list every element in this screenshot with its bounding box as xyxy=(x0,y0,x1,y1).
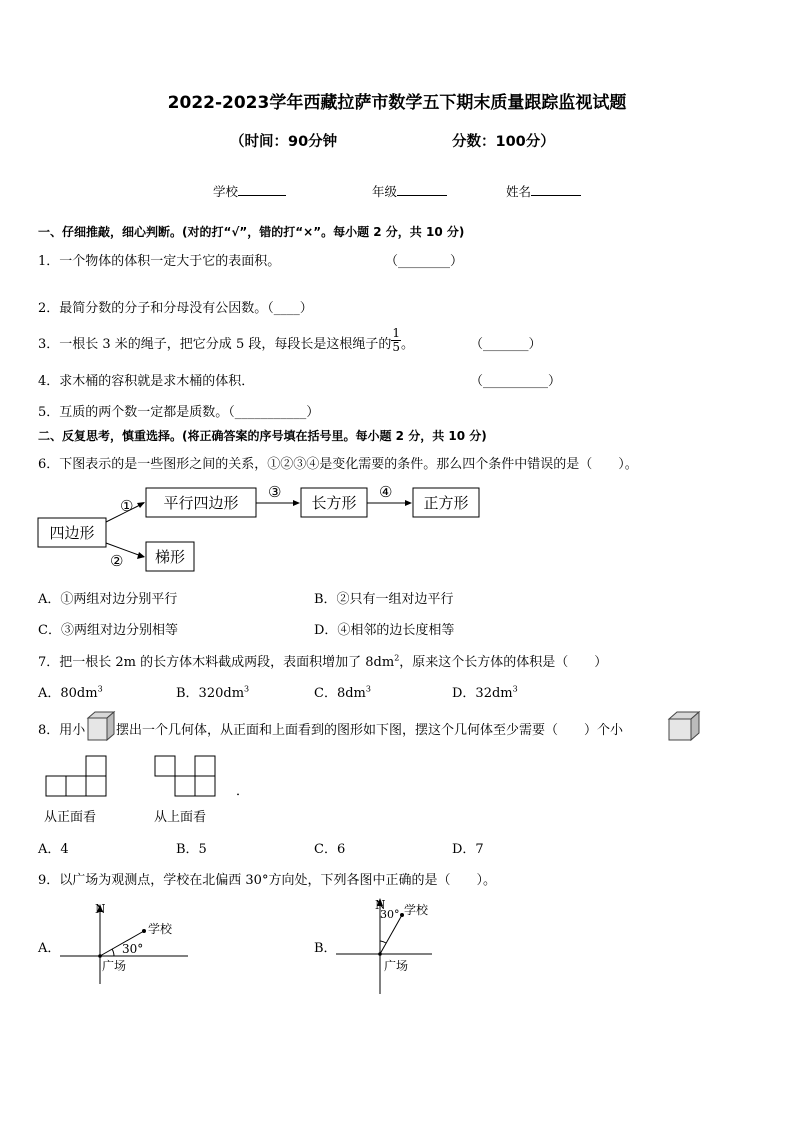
plaza-label: 广场 xyxy=(384,959,409,973)
cube-icon xyxy=(86,710,116,742)
question-3-tail: 。 xyxy=(400,337,414,352)
option-sup: 3 xyxy=(244,684,250,694)
direction-diagram-a xyxy=(58,898,198,988)
option-text: A．80dm xyxy=(38,686,98,701)
school-label: 学校 xyxy=(404,903,429,917)
question-6-option-c[interactable]: C．③两组对边分别相等 xyxy=(38,623,178,638)
grade-field xyxy=(372,182,447,200)
question-8-option-b[interactable]: B．5 xyxy=(176,842,207,857)
rectangle-label: 长方形 xyxy=(311,494,357,512)
question-8-option-c[interactable]: C．6 xyxy=(314,842,346,857)
option-sup: 3 xyxy=(512,684,518,694)
question-7-option-c[interactable] xyxy=(314,682,371,701)
option-sup: 3 xyxy=(97,684,103,694)
option-text: D．32dm xyxy=(452,686,513,701)
angle-label: 30° xyxy=(380,908,400,921)
section1-heading: 一、仔细推敲，细心判断。(对的打“√”，错的打“×”。每小题 2 分，共 10 分) xyxy=(38,225,465,239)
condition-4-label: ④ xyxy=(379,483,393,501)
trapezoid-label: 梯形 xyxy=(154,548,186,566)
question-3-text: 3．一根长 3 米的绳子，把它分成 5 段，每段长是这根绳子的 xyxy=(38,337,392,352)
question-4-blank[interactable]: （__________） xyxy=(470,374,562,389)
question-8-option-d[interactable]: D．7 xyxy=(452,842,484,857)
north-label: N xyxy=(95,902,106,916)
top-view-label: 从上面看 xyxy=(154,810,207,825)
question-8-text-a: 8．用小 xyxy=(38,723,86,738)
condition-3-label: ③ xyxy=(268,483,282,501)
question-9: 9．以广场为观测点，学校在北偏西 30°方向处，下列各图中正确的是（ ）。 xyxy=(38,873,496,888)
front-view-figure xyxy=(44,754,114,800)
school-label: 学校 xyxy=(213,184,239,199)
question-5: 5．互质的两个数一定都是质数。（___________） xyxy=(38,405,320,420)
name-blank[interactable] xyxy=(531,182,581,196)
question-7-option-d[interactable] xyxy=(452,682,518,701)
direction-diagram-b xyxy=(334,896,474,998)
question-4: 4．求木桶的容积就是求木桶的体积． xyxy=(38,374,255,389)
question-9-option-a[interactable]: A． xyxy=(38,941,61,956)
question-1-blank[interactable]: （________） xyxy=(385,254,464,269)
question-7-sup: 2 xyxy=(394,653,400,663)
question-8-option-a[interactable]: A．4 xyxy=(38,842,69,857)
school-blank[interactable] xyxy=(238,182,286,196)
score-label: 分数：100分） xyxy=(452,134,555,150)
question-7-option-b[interactable] xyxy=(176,682,249,701)
time-label: （时间：90分钟 xyxy=(230,134,338,150)
question-9-option-b[interactable]: B． xyxy=(314,941,337,956)
question-7-option-a[interactable] xyxy=(38,682,103,701)
condition-1-label: ① xyxy=(120,497,134,515)
school-field xyxy=(213,182,286,200)
shape-relation-diagram xyxy=(36,480,496,580)
fraction-denominator: 5 xyxy=(392,340,400,354)
question-7-text-b: ，原来这个长方体的体积是（ ） xyxy=(399,655,608,670)
name-label: 姓名 xyxy=(506,184,532,199)
grade-label: 年级 xyxy=(372,184,398,199)
condition-2-label: ② xyxy=(110,552,124,570)
school-label: 学校 xyxy=(148,922,173,936)
question-1: 1．一个物体的体积一定大于它的表面积。 xyxy=(38,254,281,269)
section2-heading: 二、反复思考，慎重选择。(将正确答案的序号填在括号里。每小题 2 分，共 10 分) xyxy=(38,429,487,443)
quad-label: 四边形 xyxy=(49,524,95,542)
square-label: 正方形 xyxy=(423,494,469,512)
option-text: B．320dm xyxy=(176,686,245,701)
question-3-blank[interactable]: （_______） xyxy=(470,337,542,352)
name-field xyxy=(506,182,581,200)
question-8-text-b: 摆出一个几何体，从正面和上面看到的图形如下图，摆这个几何体至少需要（ ）个小 xyxy=(116,723,624,738)
fraction-numerator: 1 xyxy=(392,326,400,340)
north-label: N xyxy=(375,898,386,912)
option-sup: 3 xyxy=(365,684,371,694)
question-3 xyxy=(38,326,414,354)
question-6: 6．下图表示的是一些图形之间的关系，①②③④是变化需要的条件。那么四个条件中错误的是（ ）。 xyxy=(38,457,638,472)
parallelogram-label: 平行四边形 xyxy=(163,494,239,512)
cube-icon xyxy=(667,710,701,742)
question-6-option-b[interactable]: B．②只有一组对边平行 xyxy=(314,592,454,607)
plaza-label: 广场 xyxy=(102,959,127,973)
question-2: 2．最简分数的分子和分母没有公因数。（____） xyxy=(38,301,313,316)
question-7 xyxy=(38,651,607,670)
front-view-label: 从正面看 xyxy=(44,810,97,825)
angle-label: 30° xyxy=(122,942,144,956)
top-view-figure xyxy=(153,754,223,800)
question-6-option-a[interactable]: A．①两组对边分别平行 xyxy=(38,592,178,607)
fraction-one-fifth xyxy=(391,327,401,354)
question-6-option-d[interactable]: D．④相邻的边长度相等 xyxy=(314,623,455,638)
option-text: C．8dm xyxy=(314,686,366,701)
grade-blank[interactable] xyxy=(397,182,447,196)
figure-dot: ． xyxy=(236,784,250,799)
question-7-text-a: 7．把一根长 2m 的长方体木料截成两段，表面积增加了 8dm xyxy=(38,655,395,670)
page-title: 2022-2023学年西藏拉萨市数学五下期末质量跟踪监视试题 xyxy=(167,93,627,113)
